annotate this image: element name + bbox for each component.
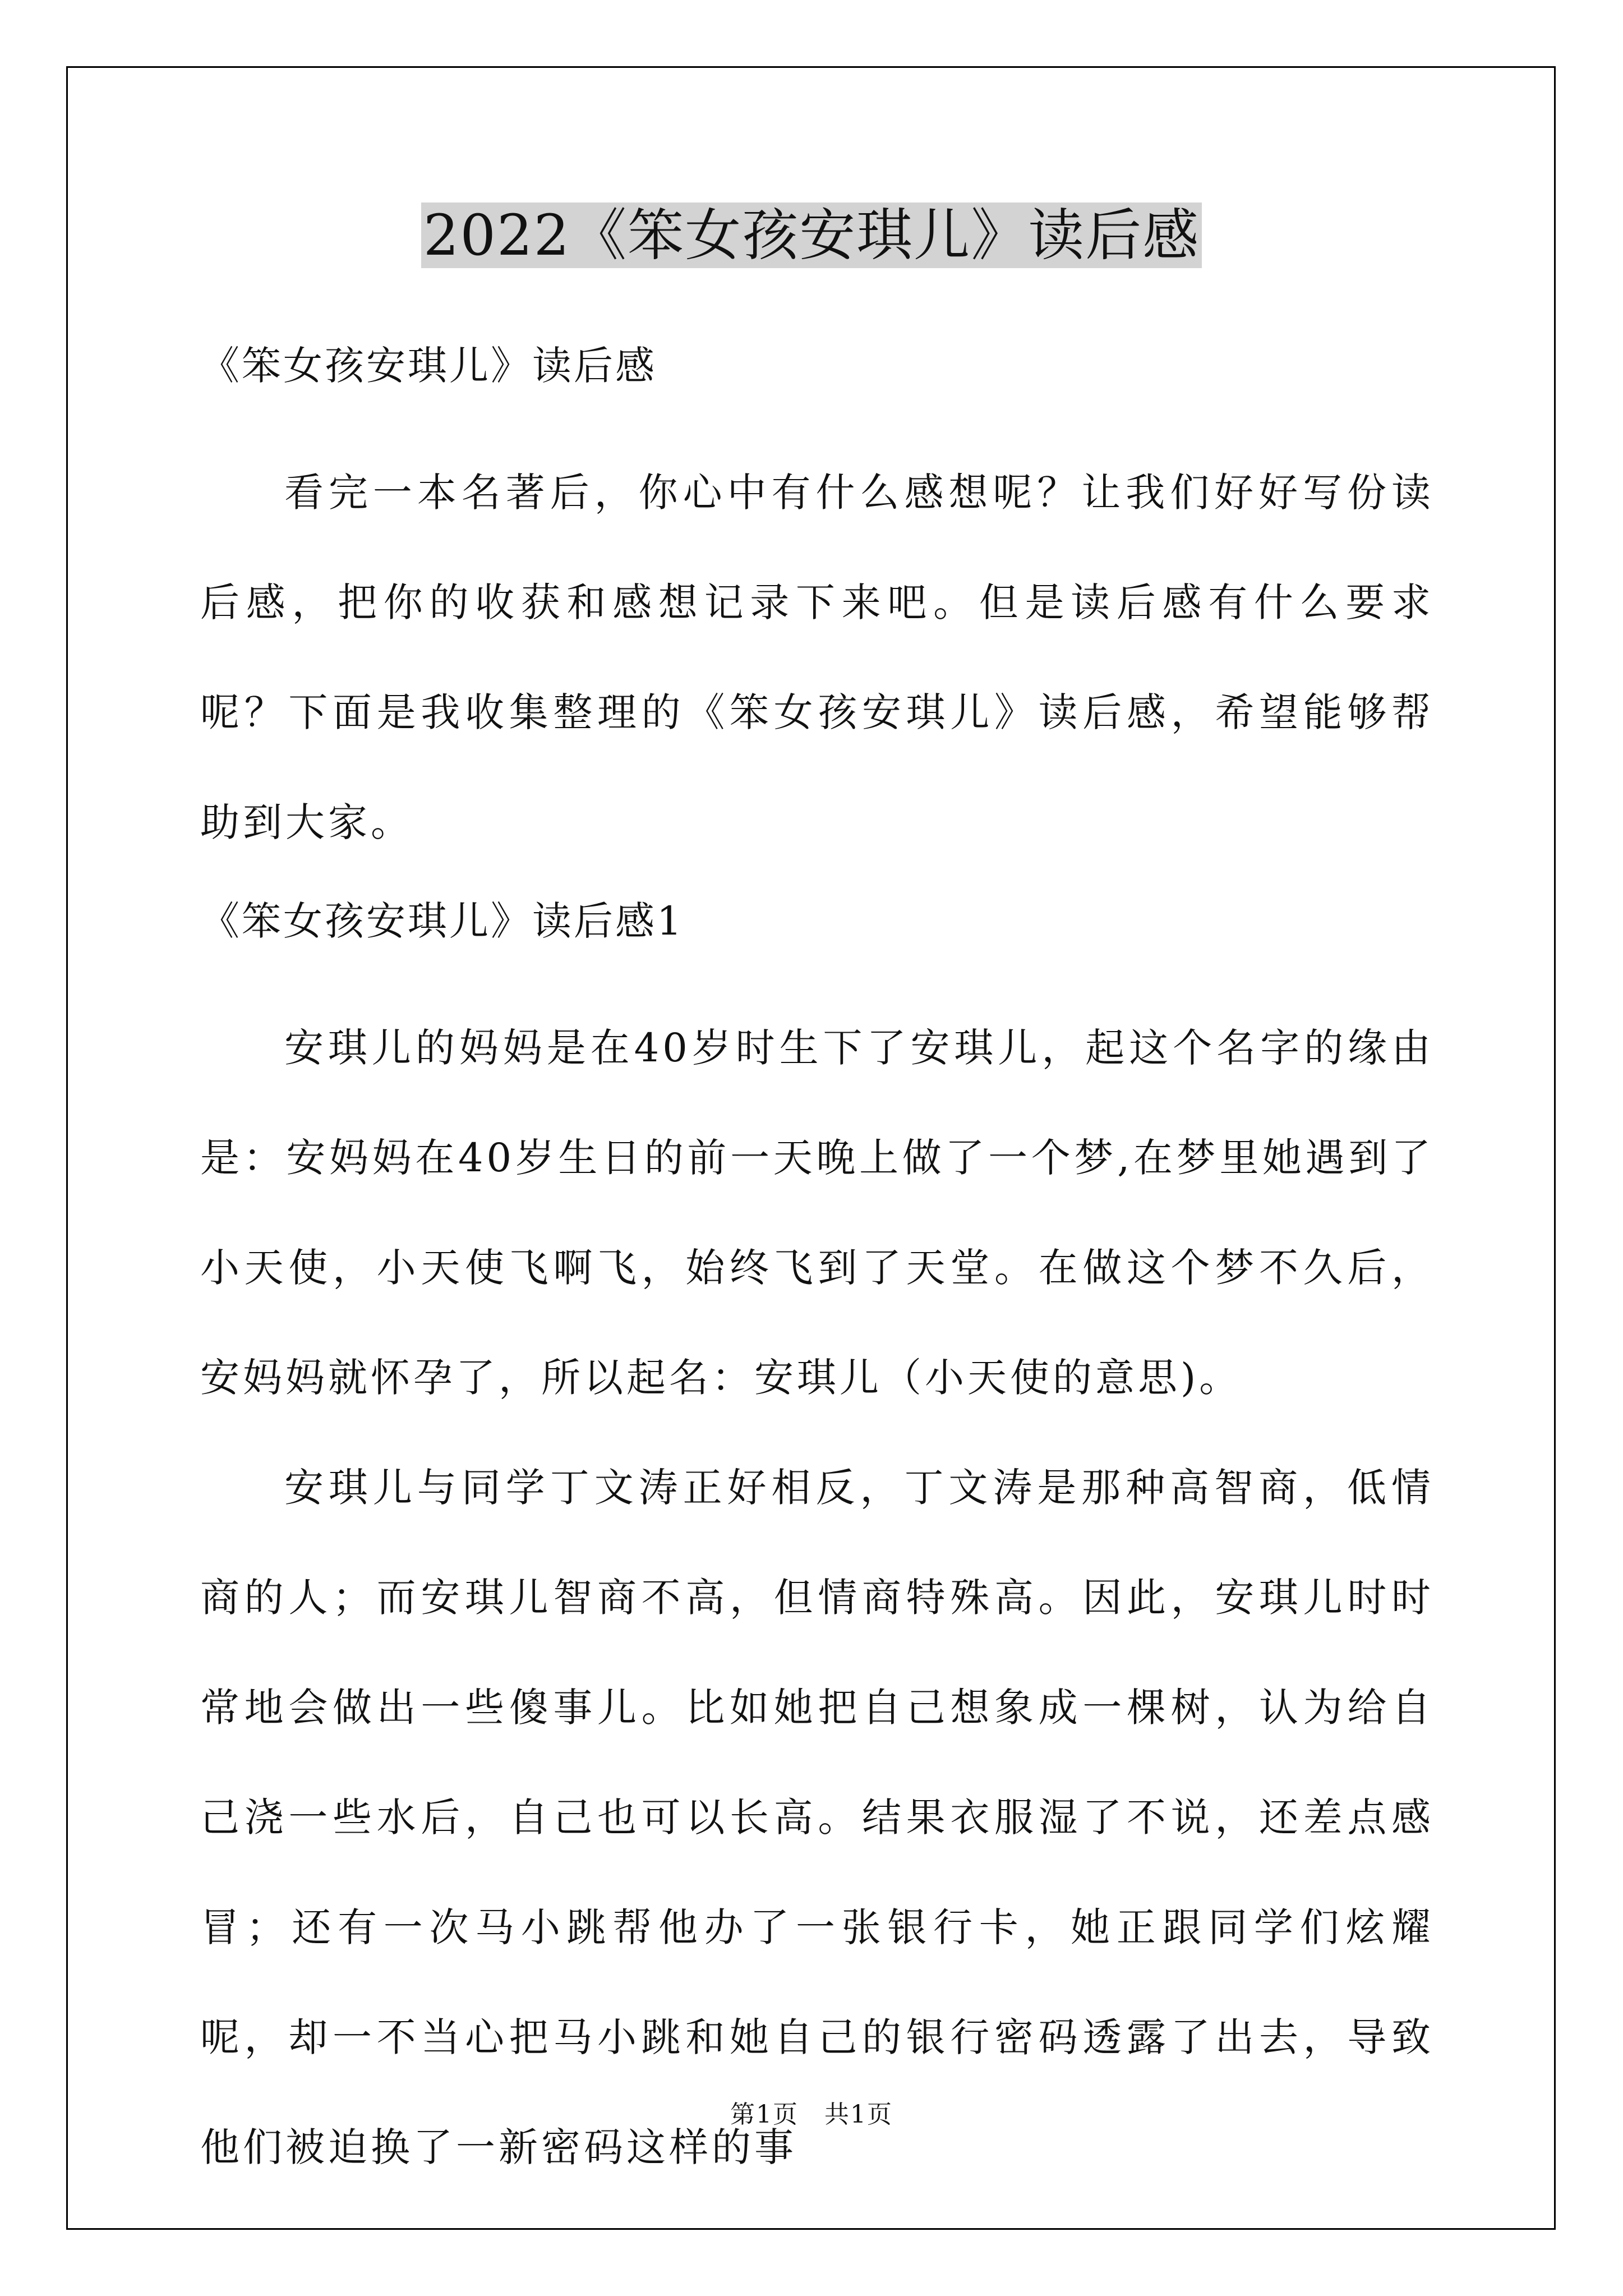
intro-paragraph: 看完一本名著后，你心中有什么感想呢？让我们好好写份读后感，把你的收获和感想记录下来吧。但是读后感有什么要求呢？下面是我收集整理的《笨女孩安琪儿》读后感，希望能够帮助到大家。 [200,470,1434,845]
section-body [200,993,1434,2202]
document-title [0,196,1623,275]
body-paragraph-2: 安琪儿与同学丁文涛正好相反，丁文涛是那种高智商，低情商的人；而安琪儿智商不高，但情商特殊高。因此，安琪儿时时常地会做出一些傻事儿。比如她把自己想象成一棵树，认为给自己浇一些水后，自己也可以长高。结果衣服湿了不说，还差点感冒；还有一次马小跳帮他办了一张银行卡，她正跟同学们炫耀呢，却一不当心把马小跳和她自己的银行密码透露了出去，导致他们被迫换了一新密码这样的事 [200,1465,1434,2170]
section-heading: 《笨女孩安琪儿》读后感1 [200,898,684,944]
page-footer: 第1页 共1页 [730,2100,893,2129]
intro-section [200,438,1434,877]
document-subtitle: 《笨女孩安琪儿》读后感 [200,343,657,389]
document-title-text: 2022《笨女孩安琪儿》读后感 [421,203,1202,268]
body-paragraph-1: 安琪儿的妈妈是在40岁时生下了安琪儿，起这个名字的缘由是：安妈妈在40岁生日的前一天晚上做了一个梦,在梦里她遇到了小天使，小天使飞啊飞，始终飞到了天堂。在做这个梦不久后，安妈妈就怀孕了，所以起名：安琪儿（小天使的意思)。 [200,1025,1434,1401]
